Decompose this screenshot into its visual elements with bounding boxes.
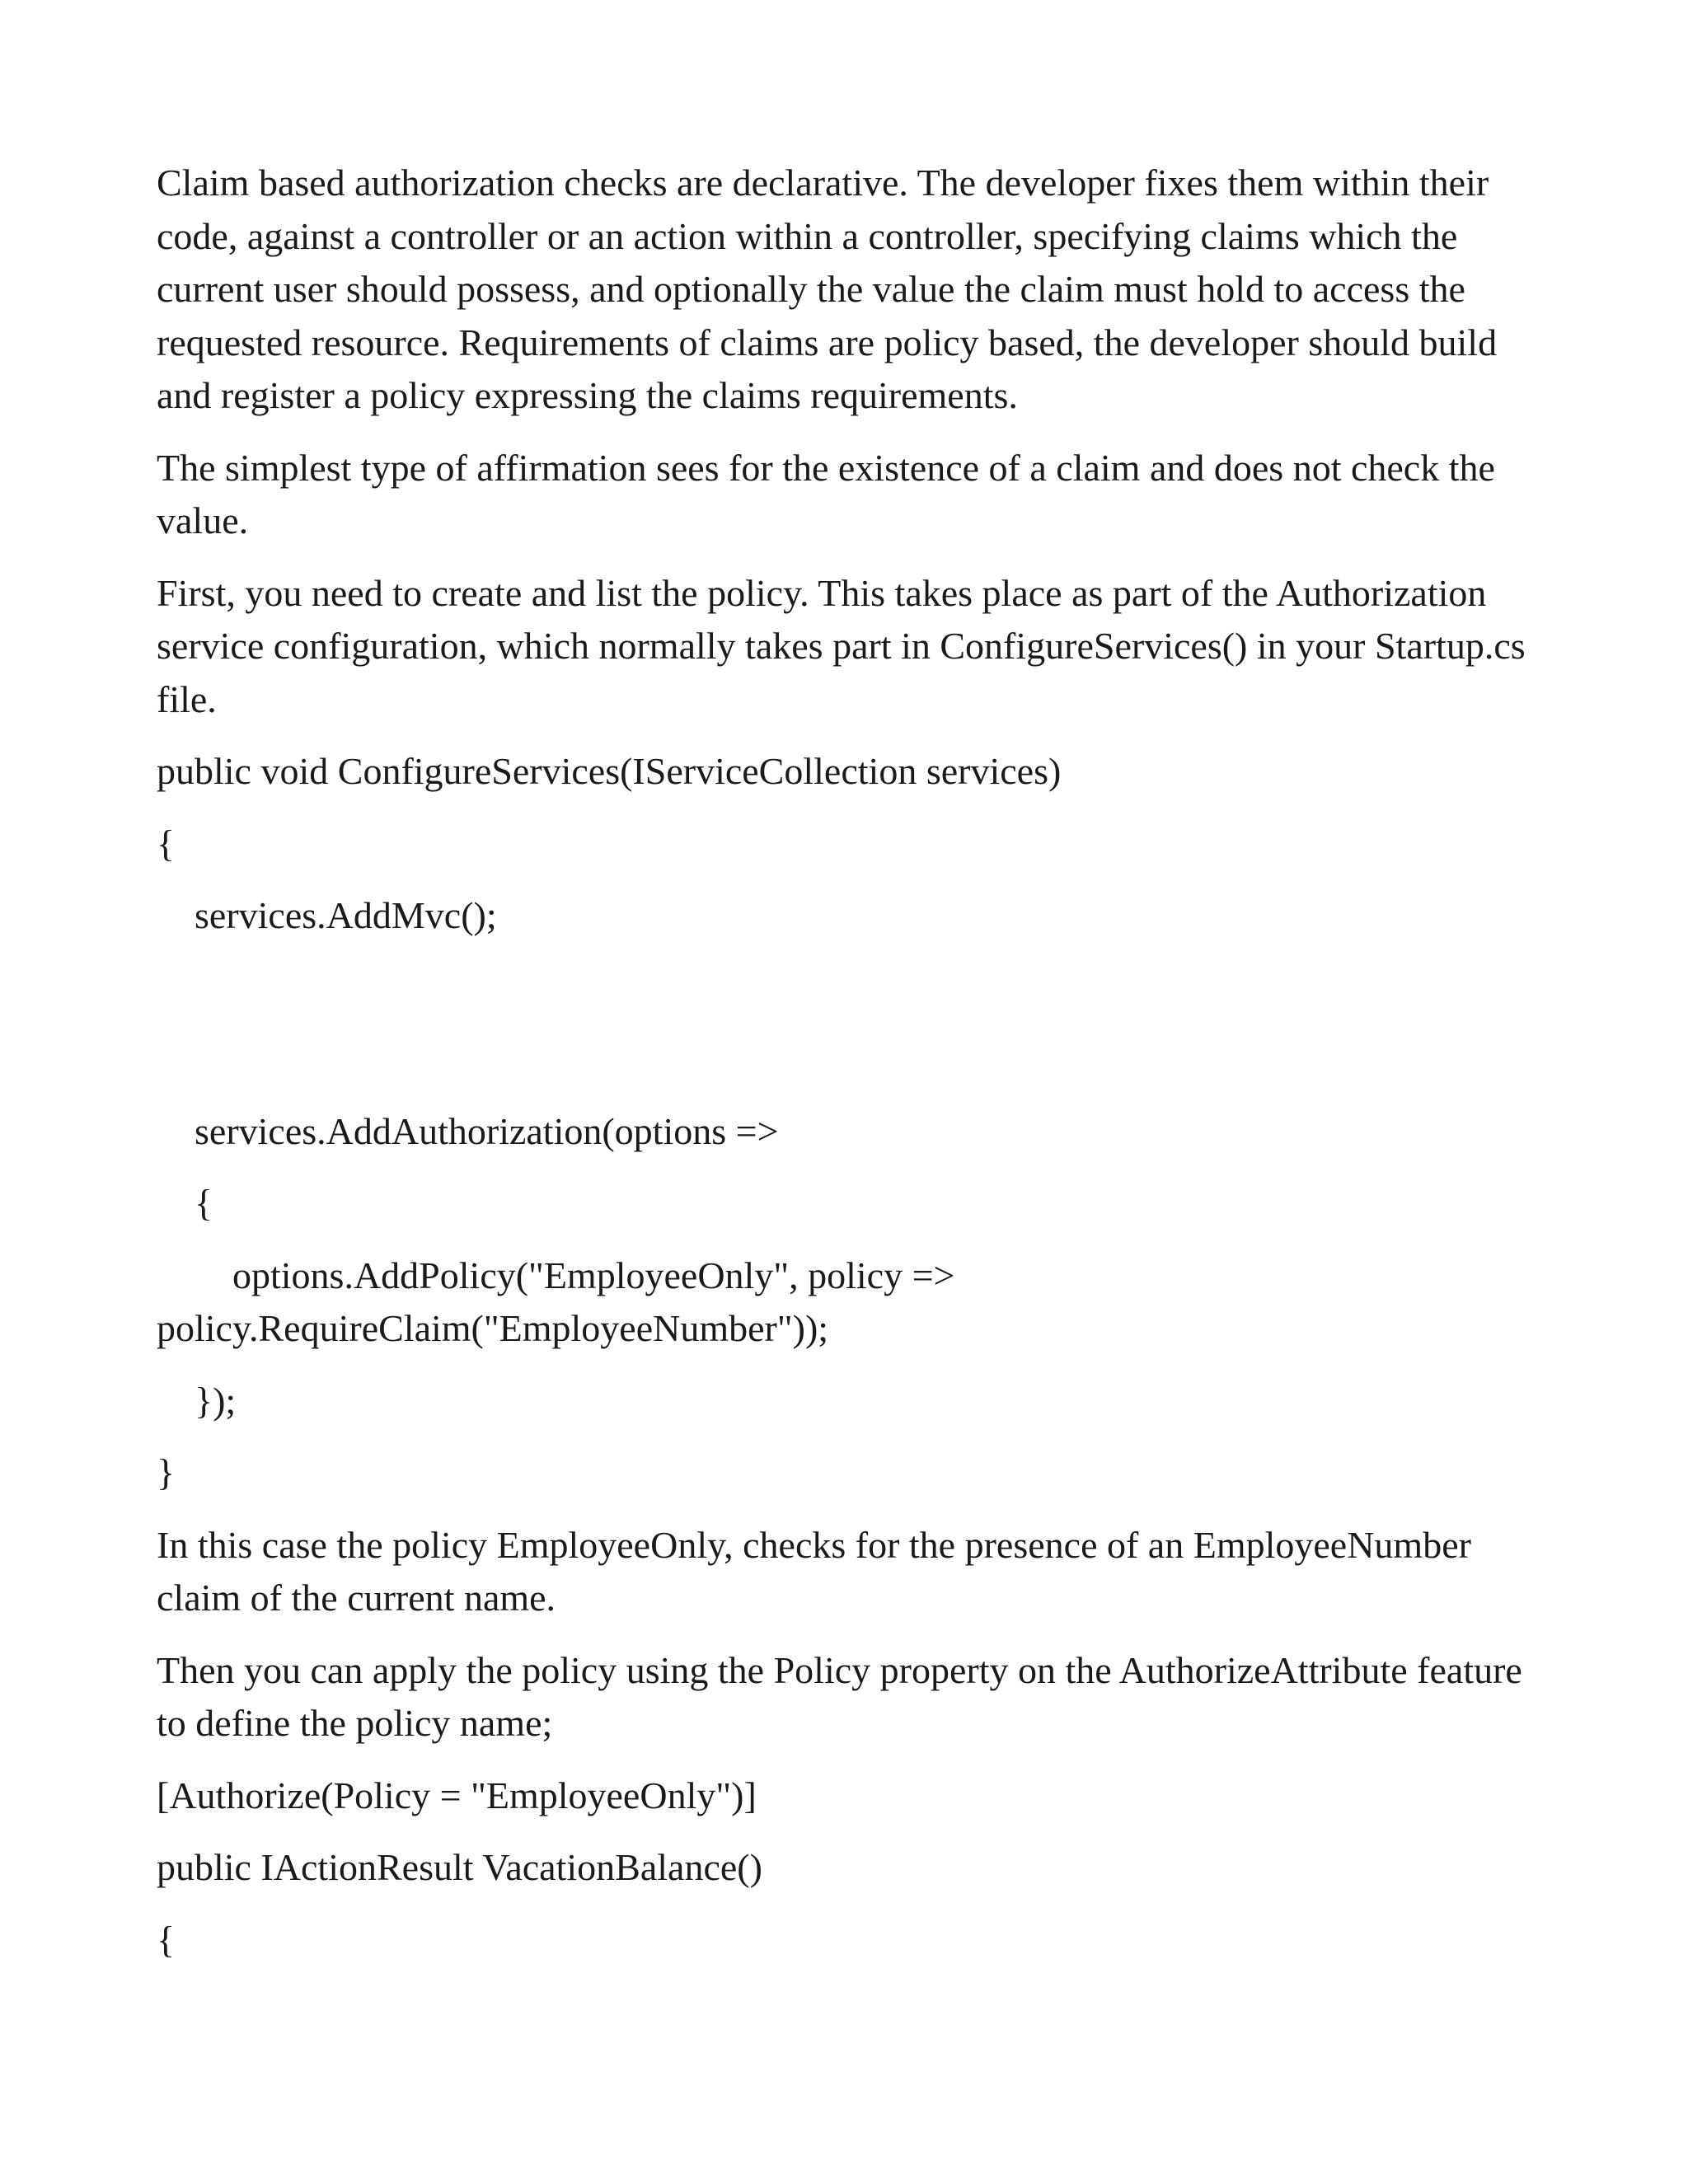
code-line: {: [157, 822, 176, 865]
employee-only-paragraph: In this case the policy EmployeeOnly, checks for the presence of an EmployeeNumber claim of the current name.: [157, 1523, 1471, 1619]
code-line: });: [157, 1379, 237, 1422]
code-line: {: [157, 1182, 213, 1224]
code-line: services.AddMvc();: [157, 894, 497, 936]
apply-policy-paragraph: Then you can apply the policy using the Policy property on the AuthorizeAttribute feature to define the policy name;: [157, 1648, 1522, 1744]
code-line: public void ConfigureServices(IServiceCollection services): [157, 750, 1062, 792]
code-line: services.AddAuthorization(options =>: [157, 1109, 779, 1152]
code-line: }: [157, 1451, 176, 1493]
document-body: [157, 157, 1541, 1985]
code-line: public IActionResult VacationBalance(): [157, 1846, 762, 1888]
simplest-type-paragraph: The simplest type of affirmation sees for the existence of a claim and does not check the value.: [157, 446, 1495, 541]
code-line: [Authorize(Policy = "EmployeeOnly")]: [157, 1774, 757, 1816]
create-policy-paragraph: First, you need to create and list the policy. This takes place as part of the Authorization service configuration, which normally takes part in ConfigureServices() in your Startup.cs file.: [157, 571, 1526, 720]
code-line: {: [157, 1918, 176, 1961]
blank-space: [157, 962, 1541, 1105]
intro-paragraph: Claim based authorization checks are declarative. The developer fixes them within their code, against a controller or an action within a controller, specifying claims which the current user should possess, and optionally the value the claim must hold to access the requested resource. Requirements of claims are policy based, the developer should build and register a policy expressing the claims requirements.: [157, 162, 1498, 416]
code-line: options.AddPolicy("EmployeeOnly", policy => policy.RequireClaim("EmployeeNumber"));: [157, 1254, 964, 1349]
